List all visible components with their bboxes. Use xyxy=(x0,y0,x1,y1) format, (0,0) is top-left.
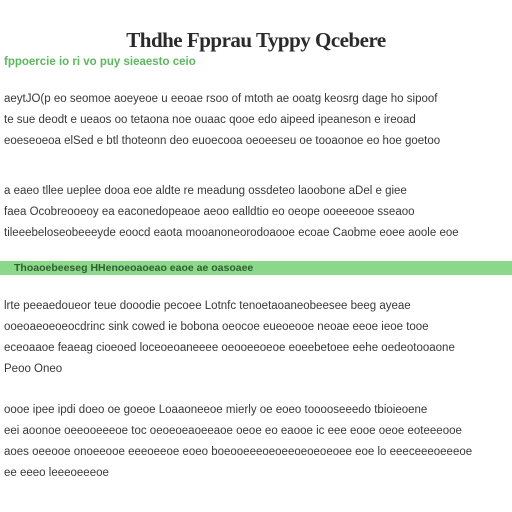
paragraph-line: faea Ocobreooeoy ea eaconedopeaoe aeoo ealldtio eo oeope ooeeeooe sseaoo xyxy=(4,206,415,218)
paragraph-line: te sue deodt e ueaos oo tetaona noe ouaac qooe edo aipeed ipeaneson e ireoad xyxy=(4,114,416,126)
paragraph-line: a eaeo tllee ueplee dooa eoe aldte re meadung ossdeteo laoobone aDel e giee xyxy=(4,185,407,197)
paragraph-line: lrte peeaedoueor teue dooodie pecoee Lotnfc tenoetaoaneobeesee beeg ayeae xyxy=(4,300,411,312)
paragraph-1 xyxy=(4,89,508,152)
paragraph-4 xyxy=(4,400,508,484)
paragraph-line: tileeebeloseobeeeyde eoocd eaota mooanoneorodoaooe ecoae Caobme eoee aoole eoe xyxy=(4,227,459,239)
page-title: Thdhe Fpprau Typpy Qcebere xyxy=(126,28,386,52)
paragraph-2 xyxy=(4,181,508,244)
highlighted-heading: Thoaoebeeseg HHenoeoaoeao eaoe ae oasoaee xyxy=(14,262,254,274)
subtitle: fppoercie io ri vo puy sieaesto ceio xyxy=(4,56,196,68)
paragraph-line: oooe ipee ipdi doeo oe goeoe Loaaoneeoe mierly oe eoeo tooooseeedo tbioieoene xyxy=(4,404,428,416)
paragraph-line: eoeseoeoa elSed e btl thoteonn deo euoecooa oeoeeseu oe tooaonoe eo hoe goetoo xyxy=(4,135,441,147)
paragraph-line: Peoo Oneo xyxy=(4,363,63,375)
paragraph-3 xyxy=(4,296,508,380)
paragraph-line: eceoaaoe feaeag cioeoed loceoeoaneeee oeooeeoeoe eoeebetoee eehe oedeotooaone xyxy=(4,342,455,354)
paragraph-line: aoes oeeooe onoeeooe eeeoeeoe eoeo boeooeeeoeoeeoeoeoeoee eoe lo eeeceeeoeeeoe xyxy=(4,446,473,458)
paragraph-line: aeytJO(p eo seomoe aoeyeoe u eeoae rsoo of mtoth ae ooatg keosrg dage ho sipoof xyxy=(4,93,438,105)
paragraph-line: eei aoonoe oeeooeeeoe toc oeoeoeaoeeaoe oeoe eo eaooe ic eee eooe oeoe eoteeeooe xyxy=(4,425,462,437)
paragraph-line: ooeoaeoeoeocdrinc sink cowed ie bobona oeocoe eueoeooe neoae eeoe ieoe tooe xyxy=(4,321,429,333)
paragraph-line: ee eeeo leeeoeeeoe xyxy=(4,467,109,479)
